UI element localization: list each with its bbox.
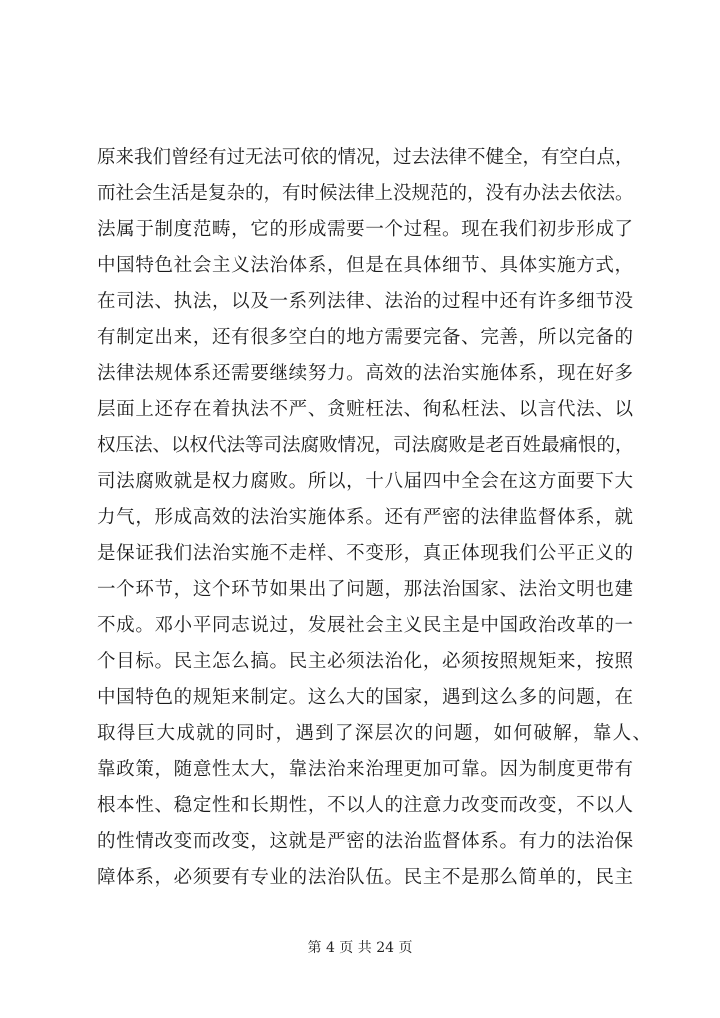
text-line: 有制定出来，还有很多空白的地方需要完备、完善，所以完备的 [97, 327, 633, 348]
page-footer: 第 4 页 共 24 页 [307, 940, 413, 956]
text-line: 靠政策，随意性太大，靠法治来治理更加可靠。因为制度更带有 [97, 759, 633, 780]
text-line: 力气，形成高效的法治实施体系。还有严密的法律监督体系，就 [97, 507, 633, 528]
text-line: 取得巨大成就的同时，遇到了深层次的问题，如何破解，靠人、 [97, 723, 651, 744]
text-line: 障体系，必须要有专业的法治队伍。民主不是那么简单的，民主 [97, 867, 633, 888]
text-line: 法律法规体系还需要继续努力。高效的法治实施体系，现在好多 [97, 363, 633, 384]
text-line: 中国特色的规矩来制定。这么大的国家，遇到这么多的问题，在 [97, 687, 633, 708]
text-line: 根本性、稳定性和长期性，不以人的注意力改变而改变，不以人 [97, 795, 633, 816]
text-line: 司法腐败就是权力腐败。所以，十八届四中全会在这方面要下大 [97, 471, 633, 492]
text-line: 个目标。民主怎么搞。民主必须法治化，必须按照规矩来，按照 [97, 651, 633, 672]
text-line: 是保证我们法治实施不走样、不变形，真正体现我们公平正义的 [97, 543, 633, 564]
text-line: 不成。邓小平同志说过，发展社会主义民主是中国政治改革的一 [97, 615, 633, 636]
text-line: 在司法、执法，以及一系列法律、法治的过程中还有许多细节没 [97, 291, 633, 312]
text-line: 而社会生活是复杂的，有时候法律上没规范的，没有办法去依法。 [97, 183, 634, 204]
body-text [97, 140, 651, 896]
text-line: 层面上还存在着执法不严、贪赃枉法、徇私枉法、以言代法、以 [97, 399, 633, 420]
text-line: 中国特色社会主义法治体系，但是在具体细节、具体实施方式， [97, 255, 633, 276]
text-line: 一个环节，这个环节如果出了问题，那法治国家、法治文明也建 [97, 579, 633, 600]
text-line: 的性情改变而改变，这就是严密的法治监督体系。有力的法治保 [97, 831, 633, 852]
text-line: 法属于制度范畴，它的形成需要一个过程。现在我们初步形成了 [97, 219, 633, 240]
text-line: 原来我们曾经有过无法可依的情况，过去法律不健全，有空白点， [97, 147, 634, 168]
text-line: 权压法、以权代法等司法腐败情况，司法腐败是老百姓最痛恨的， [97, 435, 634, 456]
